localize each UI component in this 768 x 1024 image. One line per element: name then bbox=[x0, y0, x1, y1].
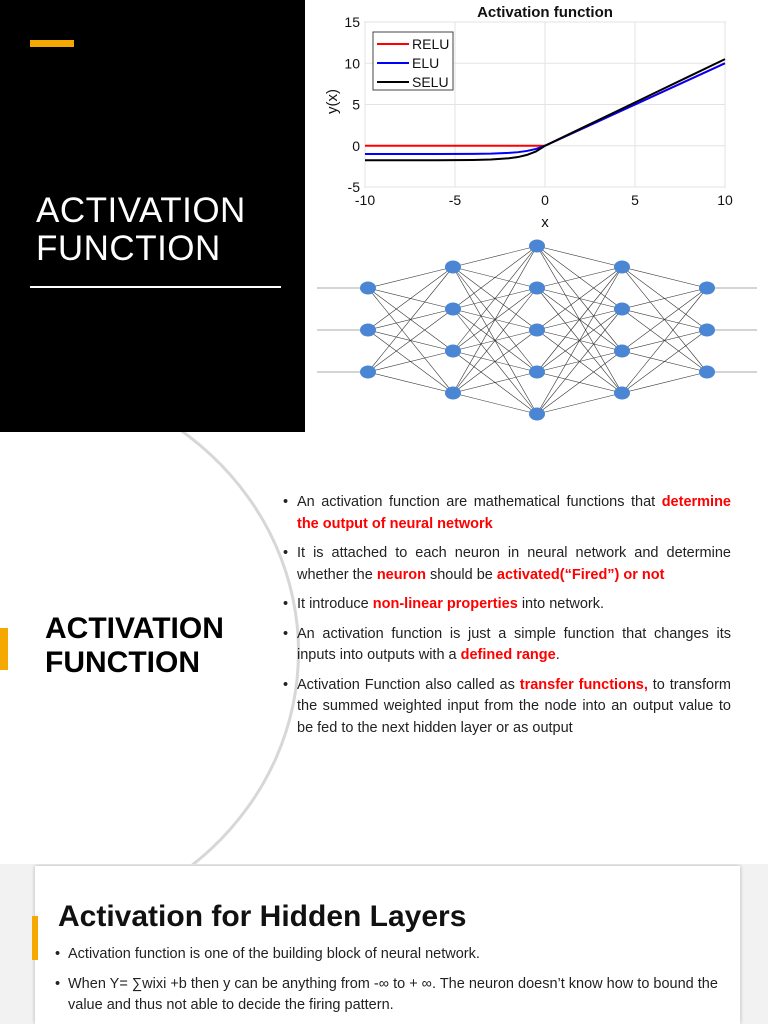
connection-line bbox=[453, 330, 537, 393]
connection-line bbox=[537, 309, 622, 414]
slide-title-line-1: ACTIVATION bbox=[45, 612, 224, 645]
bullet-item bbox=[283, 624, 731, 667]
connection-line bbox=[368, 267, 453, 372]
neuron-node bbox=[614, 345, 630, 358]
connection-line bbox=[622, 288, 707, 309]
title-panel bbox=[0, 0, 305, 432]
y-axis-label: y(x) bbox=[324, 89, 341, 114]
connection-line bbox=[453, 246, 537, 351]
x-tick-label: 10 bbox=[717, 192, 733, 208]
neuron-node bbox=[614, 261, 630, 274]
connection-line bbox=[622, 330, 707, 393]
y-tick-label: 5 bbox=[352, 96, 360, 113]
connection-line bbox=[368, 309, 453, 372]
accent-bar bbox=[0, 628, 8, 670]
bullet-item bbox=[283, 543, 731, 586]
bullet-dot: • bbox=[55, 946, 61, 962]
slide-title bbox=[36, 192, 286, 268]
slide-activation-function-intro bbox=[0, 0, 768, 432]
highlighted-text: activated(“Fired”) or not bbox=[496, 566, 665, 583]
neuron-node bbox=[529, 282, 545, 295]
y-tick-label: 15 bbox=[344, 14, 360, 30]
connection-line bbox=[368, 267, 453, 330]
x-tick-label: -10 bbox=[354, 192, 376, 208]
bullet-item bbox=[55, 974, 735, 1017]
connection-line bbox=[622, 267, 707, 288]
legend-label-elu: ELU bbox=[412, 55, 440, 71]
connection-line bbox=[537, 267, 622, 288]
slide-title-line-2: FUNCTION bbox=[36, 229, 221, 268]
connection-line bbox=[453, 246, 537, 309]
slide-title-line-1: ACTIVATION bbox=[36, 191, 246, 230]
neuron-node bbox=[360, 282, 376, 295]
connection-line bbox=[453, 372, 537, 393]
neuron-node bbox=[445, 261, 461, 274]
y-tick-label: 0 bbox=[352, 137, 360, 154]
highlighted-text: determine the output of neural network bbox=[297, 494, 731, 532]
neural-network-diagram bbox=[305, 232, 768, 432]
connection-line bbox=[368, 267, 453, 288]
bullet-list bbox=[283, 492, 731, 747]
highlighted-text: transfer functions, bbox=[519, 676, 648, 693]
y-tick-label: 10 bbox=[344, 55, 360, 72]
neuron-node bbox=[445, 387, 461, 400]
bullet-list bbox=[55, 944, 735, 1024]
neuron-node bbox=[445, 303, 461, 316]
connection-line bbox=[537, 267, 622, 414]
bullet-text: An activation function is just a simple function that changes its inputs into outputs with a bbox=[297, 625, 731, 663]
bullet-item bbox=[283, 492, 731, 535]
bullet-dot: • bbox=[55, 975, 61, 992]
neuron-node bbox=[699, 366, 715, 379]
bullet-dot: • bbox=[283, 545, 289, 561]
neuron-node bbox=[529, 324, 545, 337]
connection-line bbox=[453, 246, 537, 267]
slide-title bbox=[45, 612, 224, 680]
bullet-dot: • bbox=[283, 676, 289, 693]
x-tick-label: 0 bbox=[541, 192, 549, 208]
slide-title: Activation for Hidden Layers bbox=[58, 900, 467, 933]
legend-label-selu: SELU bbox=[412, 74, 449, 90]
bullet-text: should be bbox=[425, 566, 497, 583]
neuron-node bbox=[699, 324, 715, 337]
connection-line bbox=[368, 351, 453, 372]
y-tick-label: -5 bbox=[347, 179, 360, 195]
activation-function-chart bbox=[305, 0, 768, 232]
neuron-node bbox=[529, 366, 545, 379]
chart-title: Activation function bbox=[477, 4, 613, 21]
neuron-node bbox=[614, 387, 630, 400]
neuron-node bbox=[360, 366, 376, 379]
bullet-text: Activation function is one of the building block of neural network. bbox=[68, 946, 480, 962]
title-underline bbox=[30, 286, 281, 288]
bullet-text: It is attached to each neuron in neural network and determine whether the bbox=[297, 545, 731, 583]
bullet-item bbox=[283, 594, 731, 616]
connection-line bbox=[537, 267, 622, 372]
x-tick-label: 5 bbox=[631, 192, 639, 208]
highlighted-text: non-linear properties bbox=[372, 596, 518, 612]
slide-title-line-2: FUNCTION bbox=[45, 646, 200, 679]
connection-line bbox=[622, 372, 707, 393]
neuron-node bbox=[445, 345, 461, 358]
neuron-node bbox=[529, 408, 545, 421]
connection-line bbox=[537, 351, 622, 414]
connection-line bbox=[368, 372, 453, 393]
neuron-node bbox=[614, 303, 630, 316]
neuron-node bbox=[529, 240, 545, 253]
neuron-node bbox=[699, 282, 715, 295]
connection-line bbox=[453, 246, 537, 393]
connection-line bbox=[622, 288, 707, 351]
connection-line bbox=[537, 393, 622, 414]
connection-line bbox=[622, 288, 707, 393]
bullet-text: Activation Function also called as bbox=[297, 676, 520, 693]
bullet-dot: • bbox=[283, 625, 289, 642]
bullet-text: to transform the summed weighted input from the node into an output value to be fed to the next hidden layer or as output bbox=[297, 676, 731, 736]
bullet-text: . bbox=[555, 647, 560, 663]
legend-label-relu: RELU bbox=[412, 36, 450, 52]
bullet-dot: • bbox=[283, 596, 289, 612]
bullet-item bbox=[283, 675, 731, 740]
bullet-text: It introduce bbox=[297, 596, 373, 612]
highlighted-text: neuron bbox=[376, 566, 426, 583]
bullet-text: An activation function are mathematical functions that bbox=[297, 494, 662, 510]
bullet-text: into network. bbox=[517, 596, 605, 612]
slide-activation-function-definition bbox=[0, 432, 768, 864]
bullet-item bbox=[55, 944, 735, 966]
accent-bar bbox=[30, 40, 74, 47]
accent-bar bbox=[32, 916, 38, 960]
connection-line bbox=[537, 267, 622, 330]
connection-line bbox=[453, 288, 537, 393]
bullet-dot: • bbox=[283, 494, 289, 510]
x-axis-label: x bbox=[541, 214, 549, 231]
slide-activation-hidden-layers bbox=[0, 864, 768, 1024]
connection-line bbox=[453, 393, 537, 414]
bullet-text: When Y= ∑wixi +b then y can be anything from -∞ to + ∞. The neuron doesn’t know how to bound the value and thus not able to decide the firing pattern. bbox=[68, 975, 718, 1013]
x-tick-label: -5 bbox=[448, 192, 462, 208]
neuron-node bbox=[360, 324, 376, 337]
highlighted-text: defined range bbox=[460, 647, 556, 663]
connection-line bbox=[537, 246, 622, 267]
